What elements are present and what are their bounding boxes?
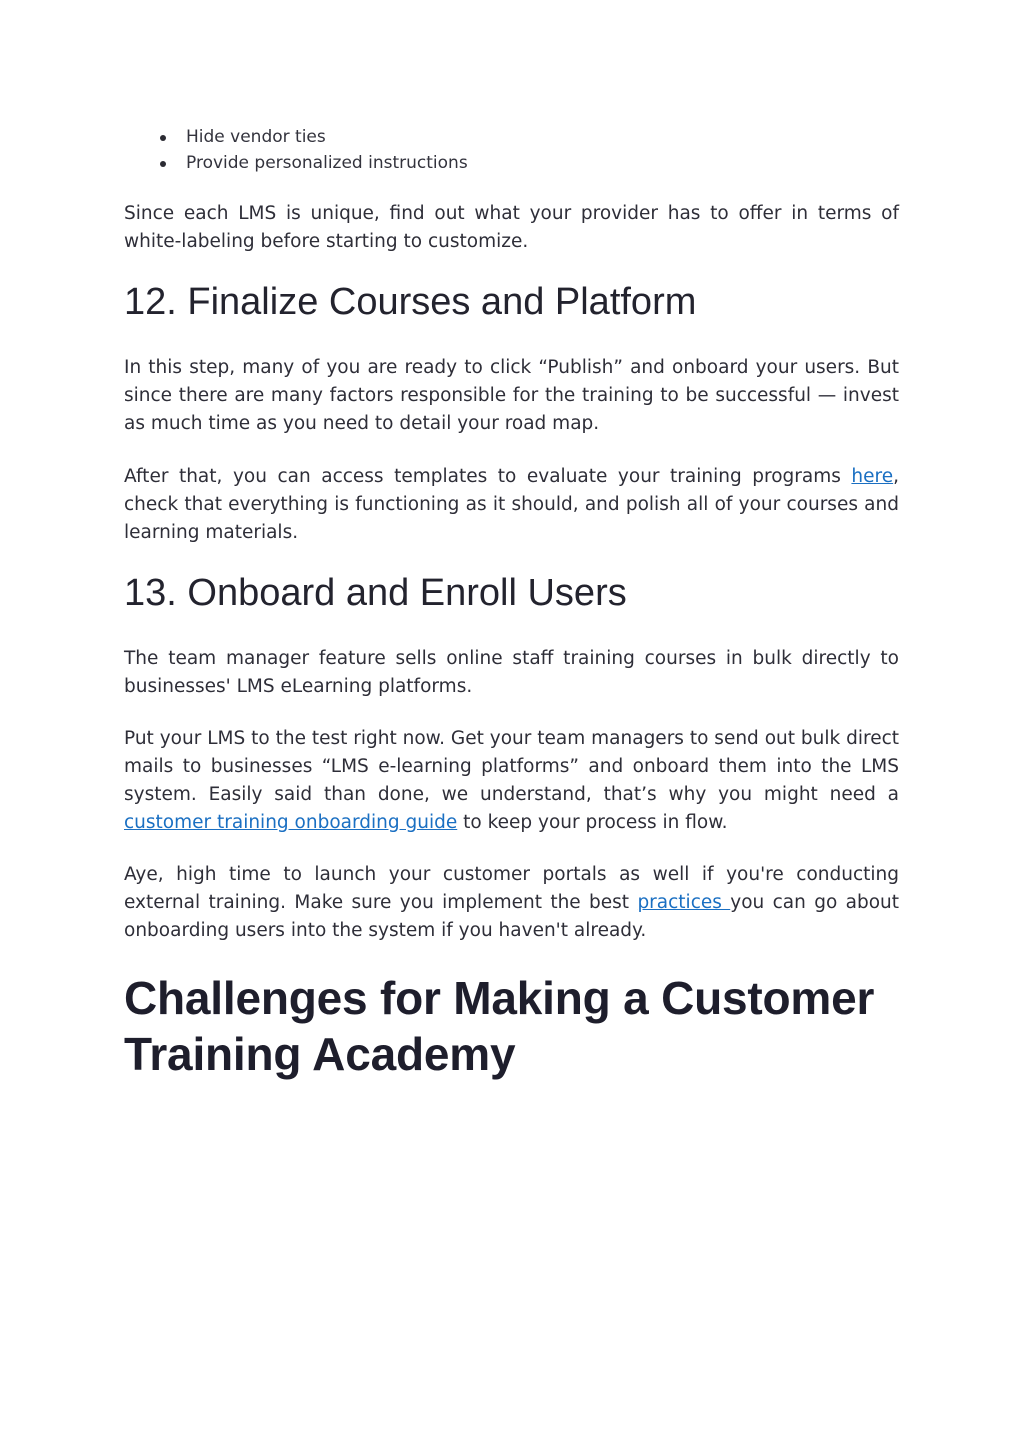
test-text-before: Put your LMS to the test right now. Get your team managers to send out bulk direct mails to businesses “LMS e-learning platforms” and onboard them into the LMS system. Easily said than done, we understand, that’s why you might need a <box>124 728 899 805</box>
team-manager-paragraph: The team manager feature sells online staff training courses in bulk directly to businesses' LMS eLearning platforms. <box>124 648 899 697</box>
onboarding-guide-link[interactable]: customer training onboarding guide <box>124 812 458 833</box>
test-text-after: to keep your process in flow. <box>457 812 728 833</box>
portals-text-after: you can go about onboarding users into the system if you haven't already. <box>124 892 900 941</box>
challenges-heading: Challenges for Making a Customer Training Academy <box>124 972 875 1080</box>
white-label-paragraph: Since each LMS is unique, find out what your provider has to offer in terms of white-labeling before starting to customize. <box>124 203 899 252</box>
list-item-text: Provide personalized instructions <box>186 153 468 173</box>
templates-text-before: After that, you can access templates to evaluate your training programs <box>124 466 852 487</box>
templates-paragraph <box>124 463 899 547</box>
list-item <box>160 150 468 176</box>
practices-link[interactable]: practices <box>637 892 731 913</box>
publish-paragraph: In this step, many of you are ready to click “Publish” and onboard your users. But since there are many factors responsible for the training to be successful — invest as much time as you need to detail your road map. <box>124 357 899 434</box>
bullet-list <box>160 124 468 176</box>
list-item-text: Hide vendor ties <box>186 127 326 147</box>
list-item <box>160 124 468 150</box>
portals-paragraph <box>124 861 899 945</box>
here-link[interactable]: here <box>851 466 894 487</box>
templates-text-after: , check that everything is functioning as it should, and polish all of your courses and learning materials. <box>124 466 899 543</box>
test-paragraph <box>124 725 899 837</box>
bullet-icon <box>160 135 166 141</box>
bullet-icon <box>160 161 166 167</box>
section-heading-12: 12. Finalize Courses and Platform <box>124 281 697 323</box>
portals-text-before: Aye, high time to launch your customer portals as well if you're conducting external training. Make sure you implement the best <box>124 864 899 913</box>
section-heading-13: 13. Onboard and Enroll Users <box>124 572 627 614</box>
